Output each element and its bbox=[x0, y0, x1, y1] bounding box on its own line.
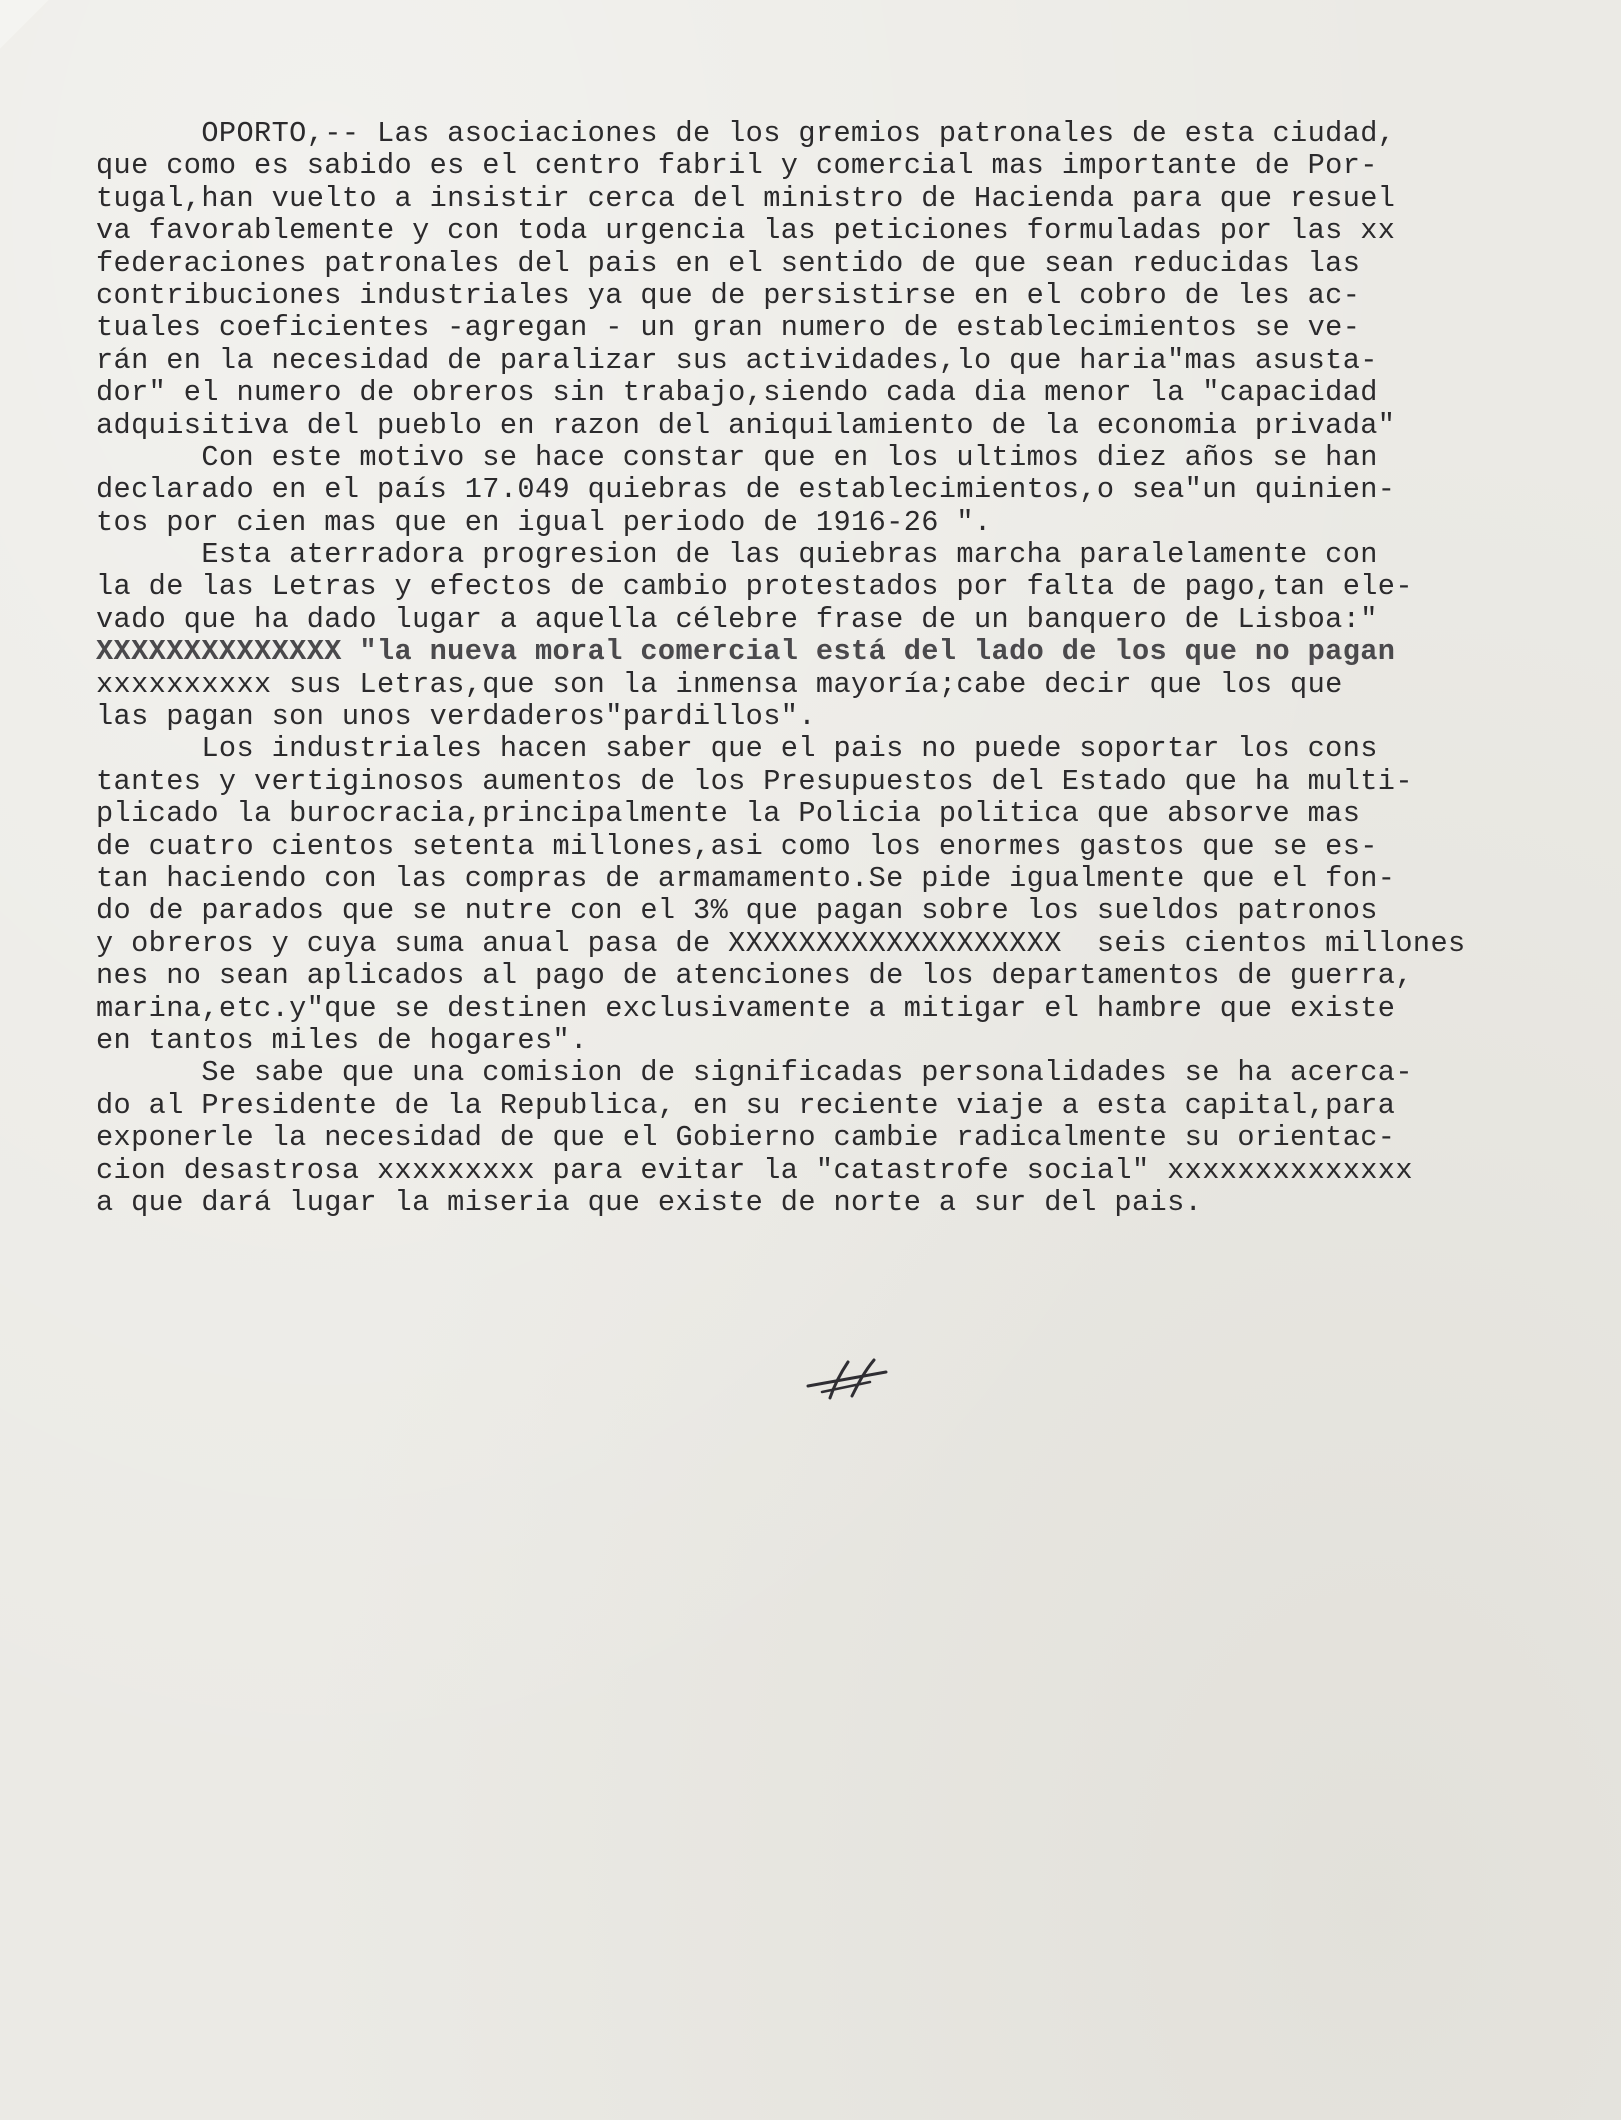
text-line: do de parados que se nutre con el 3% que pagan sobre los sueldos patronos bbox=[96, 894, 1378, 928]
text-line: las pagan son unos verdaderos"pardillos". bbox=[96, 700, 816, 734]
text-line: y obreros y cuya suma anual pasa de XXXXXXXXXXXXXXXXXXX seis cientos millones bbox=[96, 926, 1466, 960]
text-line: xxxxxxxxxx sus Letras,que son la inmensa mayoría;cabe decir que los que bbox=[96, 667, 1343, 701]
text-line: cion desastrosa xxxxxxxxx para evitar la "catastrofe social" xxxxxxxxxxxxxx bbox=[96, 1153, 1413, 1187]
signature-mark bbox=[800, 1352, 900, 1412]
text-line: tantes y vertiginosos aumentos de los Presupuestos del Estado que ha multi- bbox=[96, 764, 1413, 798]
text-line: Los industriales hacen saber que el pais no puede soportar los cons bbox=[96, 732, 1378, 766]
text-line: dor" el numero de obreros sin trabajo,siendo cada dia menor la "capacidad bbox=[96, 376, 1378, 410]
text-line: nes no sean aplicados al pago de atenciones de los departamentos de guerra, bbox=[96, 959, 1413, 993]
text-line: va favorablemente y con toda urgencia las peticiones formuladas por las xx bbox=[96, 214, 1396, 248]
text-line: adquisitiva del pueblo en razon del aniquilamiento de la economia privada" bbox=[96, 408, 1396, 442]
text-line: en tantos miles de hogares". bbox=[96, 1023, 588, 1057]
text-line: declarado en el país 17.049 quiebras de establecimientos,o sea"un quinien- bbox=[96, 473, 1396, 507]
text-line: que como es sabido es el centro fabril y comercial mas importante de Por- bbox=[96, 149, 1378, 183]
text-line: tugal,han vuelto a insistir cerca del ministro de Hacienda para que resuel bbox=[96, 181, 1396, 215]
text-line: tan haciendo con las compras de armamamento.Se pide igualmente que el fon- bbox=[96, 861, 1396, 895]
text-line: Se sabe que una comision de significadas personalidades se ha acerca- bbox=[96, 1056, 1413, 1090]
text-line: federaciones patronales del pais en el sentido de que sean reducidas las bbox=[96, 246, 1361, 280]
paper-corner bbox=[0, 0, 60, 60]
text-line: do al Presidente de la Republica, en su reciente viaje a esta capital,para bbox=[96, 1088, 1396, 1122]
text-line: contribuciones industriales ya que de persistirse en el cobro de les ac- bbox=[96, 278, 1361, 312]
text-line: tuales coeficientes -agregan - un gran numero de establecimientos se ve- bbox=[96, 311, 1361, 345]
typewritten-text bbox=[96, 118, 1596, 1219]
text-line: a que dará lugar la miseria que existe de norte a sur del pais. bbox=[96, 1185, 1203, 1219]
text-line: vado que ha dado lugar a aquella célebre frase de un banquero de Lisboa:" bbox=[96, 602, 1378, 636]
text-line: de cuatro cientos setenta millones,asi como los enormes gastos que se es- bbox=[96, 829, 1378, 863]
text-line: marina,etc.y"que se destinen exclusivamente a mitigar el hambre que existe bbox=[96, 991, 1396, 1025]
text-line: plicado la burocracia,principalmente la Policia politica que absorve mas bbox=[96, 797, 1361, 831]
text-line: Con este motivo se hace constar que en los ultimos diez años se han bbox=[96, 440, 1378, 474]
text-line: Esta aterradora progresion de las quiebras marcha paralelamente con bbox=[96, 538, 1378, 572]
text-line: OPORTO,-- Las asociaciones de los gremios patronales de esta ciudad, bbox=[96, 117, 1396, 150]
text-line: exponerle la necesidad de que el Gobierno cambie radicalmente su orientac- bbox=[96, 1121, 1396, 1155]
text-line: la de las Letras y efectos de cambio protestados por falta de pago,tan ele- bbox=[96, 570, 1413, 604]
text-line: XXXXXXXXXXXXXX "la nueva moral comercial está del lado de los que no pagan bbox=[96, 635, 1396, 669]
text-line: rán en la necesidad de paralizar sus actividades,lo que haria"mas asusta- bbox=[96, 343, 1378, 377]
text-line: tos por cien mas que en igual periodo de 1916-26 ". bbox=[96, 505, 992, 539]
